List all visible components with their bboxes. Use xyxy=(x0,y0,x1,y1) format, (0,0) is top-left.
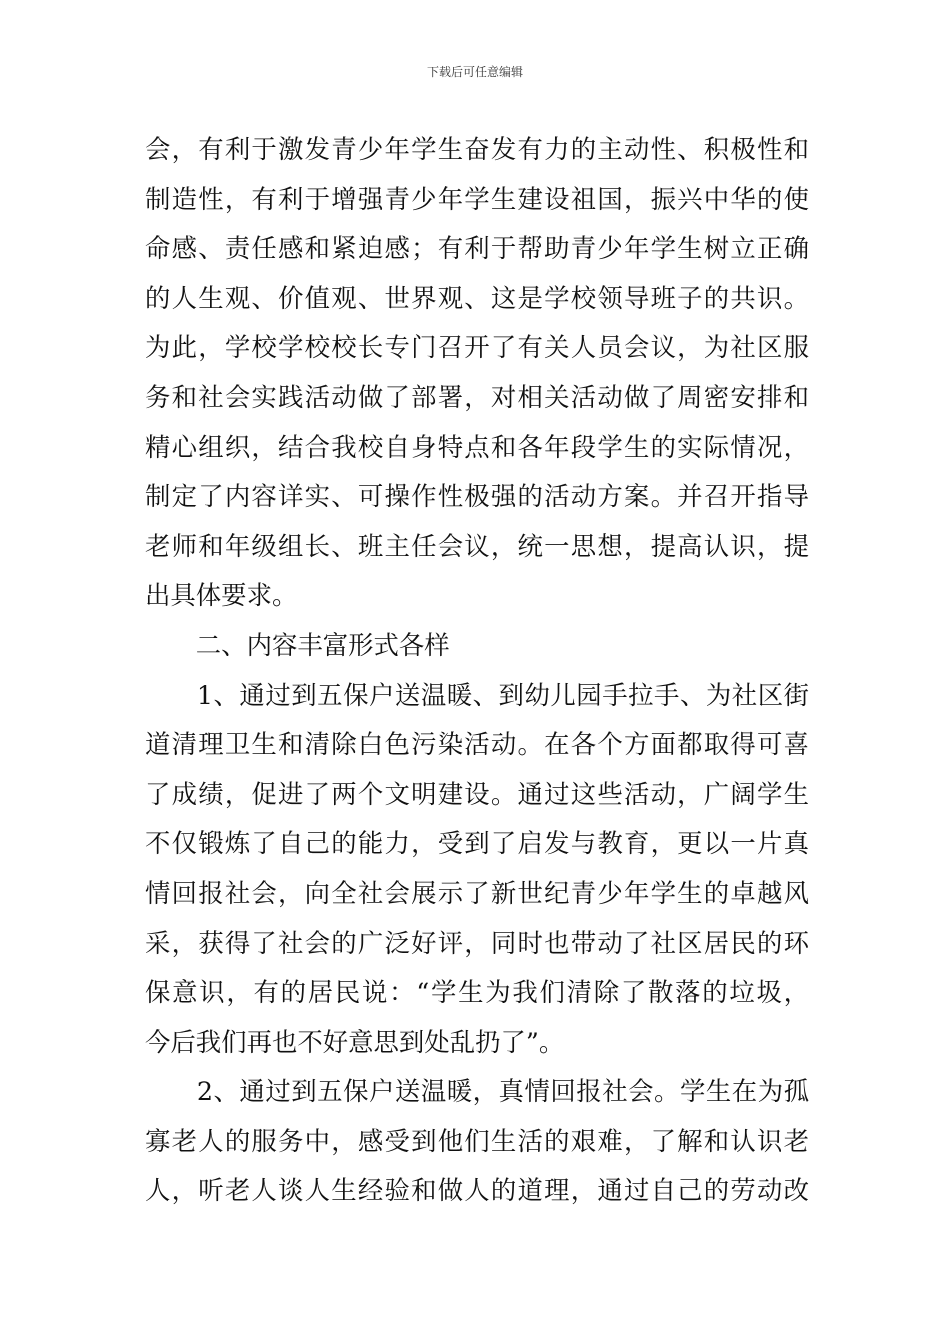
text-line: 精心组织，结合我校自身特点和各年段学生的实际情况， xyxy=(145,431,809,462)
text-line: 了成绩，促进了两个文明建设。通过这些活动，广阔学生 xyxy=(145,778,809,809)
text-line: 命感、责任感和紧迫感；有利于帮助青少年学生树立正确 xyxy=(145,233,809,264)
text-line: 道清理卫生和清除白色污染活动。在各个方面都取得可喜 xyxy=(145,729,809,760)
text-line: 保意识，有的居民说：“学生为我们清除了散落的垃圾， xyxy=(145,977,809,1008)
text-line: 老师和年级组长、班主任会议，统一思想，提高认识，提 xyxy=(145,530,809,561)
text-line: 制定了内容详实、可操作性极强的活动方案。并召开指导 xyxy=(145,481,809,512)
text-line: 出具体要求。 xyxy=(145,580,298,611)
text-line: 今后我们再也不好意思到处乱扔了”。 xyxy=(145,1026,565,1057)
text-line: 不仅锻炼了自己的能力，受到了启发与教育，更以一片真 xyxy=(145,828,809,859)
text-line: 为此，学校学校校长专门召开了有关人员会议，为社区服 xyxy=(145,332,809,363)
text-line: 务和社会实践活动做了部署，对相关活动做了周密安排和 xyxy=(145,381,809,412)
text-line: 的人生观、价值观、世界观、这是学校领导班子的共识。 xyxy=(145,282,809,313)
text-line: 会，有利于激发青少年学生奋发有力的主动性、积极性和 xyxy=(145,134,809,164)
section-heading: 二、内容丰富形式各样 xyxy=(145,629,450,660)
text-line: 采，获得了社会的广泛好评，同时也带动了社区居民的环 xyxy=(145,927,809,958)
text-line: 情回报社会，向全社会展示了新世纪青少年学生的卓越风 xyxy=(145,877,809,908)
text-line: 人，听老人谈人生经验和做人的道理，通过自己的劳动改 xyxy=(145,1175,809,1206)
text-line: 2、通过到五保户送温暖，真情回报社会。学生在为孤 xyxy=(145,1076,809,1107)
page-header: 下载后可任意编辑 xyxy=(426,65,523,79)
document-body xyxy=(145,125,809,1216)
text-line: 1、通过到五保户送温暖、到幼儿园手拉手、为社区街 xyxy=(145,679,809,710)
text-line: 寡老人的服务中，感受到他们生活的艰难，了解和认识老 xyxy=(145,1125,809,1156)
text-line: 制造性，有利于增强青少年学生建设祖国，振兴中华的使 xyxy=(145,183,809,214)
